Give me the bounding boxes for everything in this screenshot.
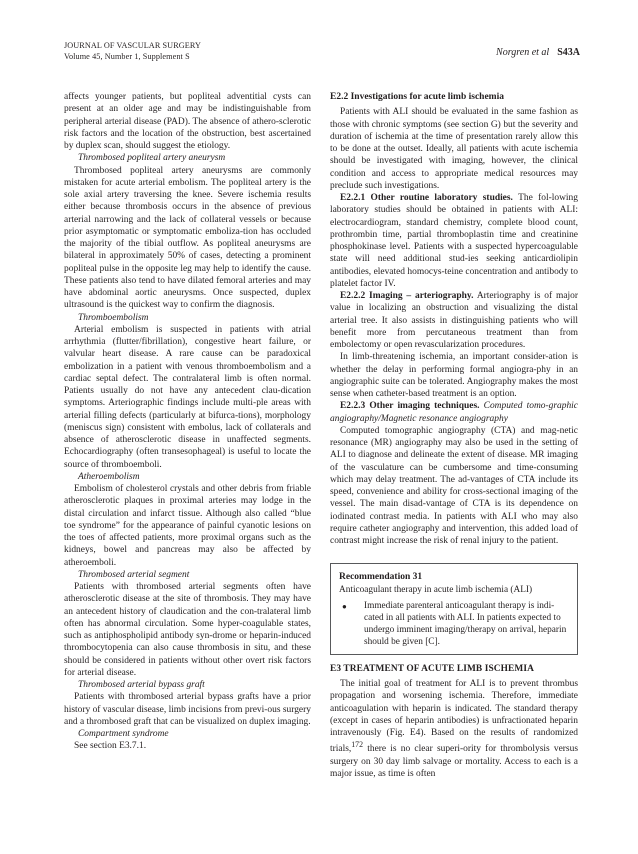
paragraph-text: there is no clear superi-ority for thrombolysis versus surgery on 30 day limb salvage or mortality. Access to each is a major issue, as time is often bbox=[330, 744, 578, 779]
subheading: Compartment syndrome bbox=[78, 729, 169, 739]
paragraph-text: The initial goal of treatment for ALI is to prevent thrombus propagation and worsening ischemia. Therefore, immediate anticoagulation with heparin is indicated. The standard therapy (except in cases of heparin antibodies) is unfractionated heparin intravenously (Fig. E4). Based on the results of randomized trials, bbox=[330, 679, 578, 755]
paragraph: Computed tomographic angiography (CTA) and mag-netic resonance (MR) angiography may also be used in the setting of ALI to diagnose and delineate the extent of disease. MR imaging of the vasculature can be cumbersome and time-consuming which may delay treatment. The ad-vantages of CTA include its speed, convenience and ability for cross-sectional imaging of the vessel. The main disad-vantage of CTA is its dependence on iodinated contrast media. In patients with ALI who may also require catheter angiography and intervention, this added load of contrast might increase the risk of renal injury to the patient. bbox=[330, 425, 578, 546]
recommendation-title: Recommendation 31 bbox=[339, 572, 423, 583]
run-in-heading: E2.2.2 Imaging – arteriography. bbox=[340, 291, 474, 301]
recommendation-item bbox=[339, 600, 569, 648]
right-column bbox=[330, 91, 578, 780]
section-heading: E2.2 Investigations for acute limb ischemia bbox=[330, 92, 504, 102]
paragraph: Arterial embolism is suspected in patients with atrial arrhythmia (flutter/fibrillation), congestive heart failure, or valvular heart disease. A rare cause can be paradoxical embolization in a patient with venous thromboembolism and a cardiac septal defect. The contralateral limb is often normal. Patients usually do not have any antecedent clau-dication symptoms. Arteriographic findings include multi-ple areas with arterial filling defects (particularly at bifurca-tions), morphology (meniscus sign) consistent with embolus, lack of collaterals and absence of atherosclerotic disease in unaffected segments. Echocardiography (often transesophageal) is useful to locate the source of thromboemboli. bbox=[64, 324, 311, 470]
paragraph bbox=[330, 290, 578, 351]
paragraph: Patients with thrombosed arterial segments often have atherosclerotic disease at the site of thrombosis. They may have an antecedent history of claudication and the con-tralateral limb often has abnormal circulation. Some hyper-coagulable states, such as antiphospholipid antibody syn-drome or heparin-induced thrombocytopenia can also cause thrombosis in situ, and these should be considered in patients without other overt risk factors for arterial disease. bbox=[64, 582, 311, 678]
paragraph: Thrombosed popliteal artery aneurysms are commonly mistaken for acute arterial embolism. The popliteal artery is the sole axial artery traversing the knee. Severe ischemia results either because thrombosis occurs in the absence of previous arterial narrowing and the lack of collateral vessels or because prior asymptomatic or symptomatic emboliza-tion has occluded the majority of the tibial outflow. As popliteal aneurysms are bilateral in approximately 50% of cases, detecting a prominent popliteal pulse in the opposite leg may help to identify the cause. These patients also tend to have dilated femoral arteries and may have abdominal aortic aneurysms. Once suspected, duplex ultrasound is the quickest way to confirm the diagnosis. bbox=[64, 165, 311, 311]
subheading: Thrombosed arterial bypass graft bbox=[78, 680, 205, 690]
run-in-heading: E2.2.1 Other routine laboratory studies. bbox=[340, 193, 513, 203]
paragraph: Patients with thrombosed arterial bypass grafts have a prior history of vascular disease, limb incisions from previ-ous surgery and a thrombosed graft that can be visualized on duplex imaging. bbox=[64, 692, 311, 727]
paragraph: In limb-threatening ischemia, an important consider-ation is whether the delay in performing formal angiogra-phy in an angiographic suite can be tolerated. Angiography makes the most sense when catheter-based treatment is an option. bbox=[330, 352, 578, 399]
author-line: Norgren et al bbox=[496, 47, 550, 58]
reference-number: 172 bbox=[351, 740, 364, 750]
subheading: Thrombosed popliteal artery aneurysm bbox=[78, 153, 226, 164]
paragraph: See section E3.7.1. bbox=[74, 741, 147, 752]
paragraph: affects younger patients, but popliteal adventitial cysts can present at an older age and may be indistinguishable from peripheral arterial disease (PAD). The absence of athero-sclerotic risk factors and the location of the obstruction, best ascertained by duplex scan, should suggest the etiology. bbox=[64, 92, 311, 151]
volume-info: Volume 45, Number 1, Supplement S bbox=[64, 51, 190, 61]
page-header-right bbox=[496, 47, 580, 58]
paragraph: Embolism of cholesterol crystals and other debris from friable atherosclerotic plaques in proximal arteries may lodge in the distal circulation and infarct tissue. Although also called “blue toe syndrome” for the appearance of painful cyanotic lesions on the toes of affected patients, more proximal organs such as the kidneys, bowel and pancreas may also be affected by atheroemboli. bbox=[64, 484, 311, 568]
bullet-icon: ● bbox=[342, 601, 347, 611]
running-header bbox=[64, 41, 201, 62]
paragraph: Patients with ALI should be evaluated in the same fashion as those with chronic symptoms (see section G) but the severity and duration of ischemia at the time of presentation rarely allow this to be done at the outset. Ideally, all patients with acute ischemia should be investigated with imaging, however, the clinical condition and access to appropriate medical resources may preclude such investigations. bbox=[330, 107, 578, 191]
page-number: S43A bbox=[557, 47, 580, 58]
left-column bbox=[64, 91, 311, 753]
run-in-heading: E2.2.3 Other imaging techniques. bbox=[340, 401, 480, 412]
subheading: Thrombosed arterial segment bbox=[78, 569, 190, 580]
paragraph bbox=[330, 192, 578, 290]
subheading: Thromboembolism bbox=[78, 312, 149, 323]
subheading: Atheroembolism bbox=[78, 471, 140, 482]
paragraph bbox=[330, 400, 578, 425]
paragraph bbox=[330, 678, 578, 780]
section-heading: E3 TREATMENT OF ACUTE LIMB ISCHEMIA bbox=[330, 663, 534, 674]
paragraph-text: Arteriography is of major value in localizing an obstruction and visualizing the distal arterial tree. It also assists in distinguishing patients who will benefit more from percutaneous treatment than from embolectomy or open revascularization procedures. bbox=[330, 291, 578, 350]
paragraph-text: The fol-lowing laboratory studies should be obtained in patients with ALI: electrocardiogram, standard chemistry, complete blood count, prothrombin time, partial thromboplastin time and creatinine phosphokinase level. Patients with a suspected hypercoagulable state will need additional stud-ies seeking anticardiolipin antibodies, elevated homocys-teine concentration and antibody to platelet factor IV. bbox=[330, 193, 578, 289]
recommendation-subtitle: Anticoagulant therapy in acute limb ischemia (ALI) bbox=[339, 584, 533, 595]
journal-name: JOURNAL OF VASCULAR SURGERY bbox=[64, 41, 201, 50]
recommendation-box bbox=[330, 563, 578, 655]
italic-heading: Computed tomo-graphic angiography/Magnetic resonance angiography bbox=[330, 401, 578, 424]
recommendation-text: Immediate parenteral anticoagulant therapy is indi-cated in all patients with ALI. In patients expected to undergo imminent imaging/therapy on arrival, heparin should be given [C]. bbox=[364, 600, 567, 647]
